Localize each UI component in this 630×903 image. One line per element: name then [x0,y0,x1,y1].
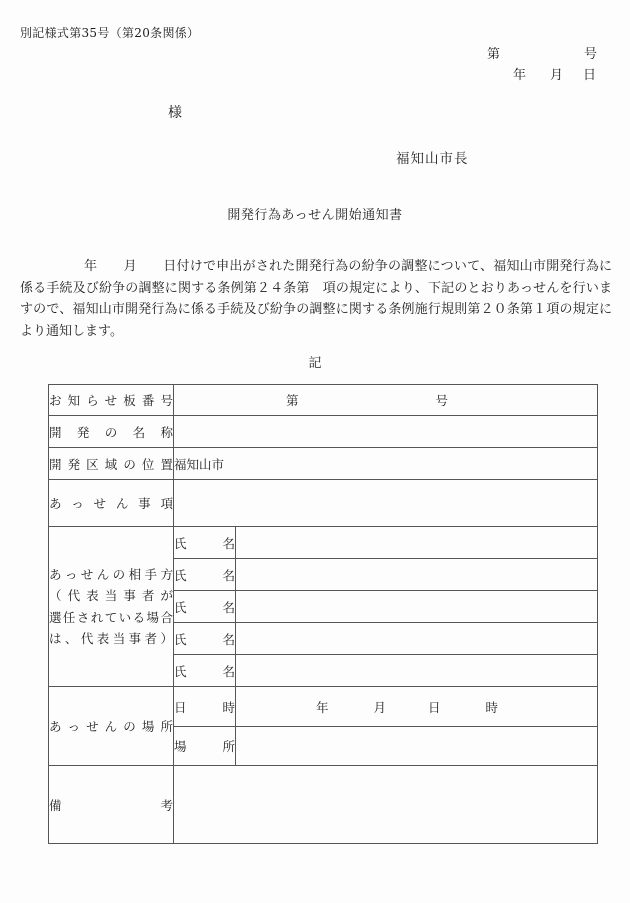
date-day-label: 日 [583,68,597,83]
partner-name-value-2 [236,559,598,591]
body-paragraph: 年 月 日付けで申出がされた開発行為の紛争の調整について、福知山市開発行為に係る手続及び紛争の調整に関する条例第２４条第 項の規定により、下記のとおりあっせんを行いますので、福知山市開発行為に係る手続及び紛争の調整に関する条例施行規則第２０条第１項の規定により通知します。 [20,259,612,339]
partner-name-value-3 [236,591,598,623]
date-year-label: 年 [513,68,527,83]
row-notice-board-no [49,385,598,416]
assen-partner-label-line4: は、代表当事者） [49,631,173,646]
assen-place-label: あっせんの場所 [49,687,174,766]
doc-no-prefix: 第 [487,47,501,62]
ki-mark: 記 [308,356,322,371]
datetime-hour-label: 時 [485,699,499,715]
row-place-datetime [49,687,598,727]
addressee-suffix: 様 [168,105,182,121]
partner-name-label-3: 氏名 [174,591,236,623]
form-number: 別記様式第35号（第20条関係） [20,26,200,40]
assen-partner-label [49,527,174,687]
date-month-label: 月 [550,68,564,83]
dev-location-value: 福知山市 [174,448,598,480]
notice-no-prefix: 第 [286,393,299,408]
sender-name: 福知山市長 [396,151,469,167]
dev-name-label: 開発の名称 [49,416,174,448]
notice-board-no-label: お知らせ板番号 [49,385,174,416]
partner-name-value-1 [236,527,598,559]
doc-no-suffix: 号 [584,47,598,62]
assen-items-value [174,480,598,527]
row-partner-1 [49,527,598,559]
remarks-label: 備考 [49,766,174,844]
notice-board-no-value [174,385,598,416]
place-value [236,727,598,766]
dev-name-value [174,416,598,448]
place-label: 場所 [174,727,236,766]
assen-partner-label-line1: あっせんの相手方 [49,566,173,582]
partner-name-label-5: 氏名 [174,655,236,687]
partner-name-label-2: 氏名 [174,559,236,591]
partner-name-value-4 [236,623,598,655]
dev-location-label: 開発区域の位置 [49,448,174,480]
row-assen-items [49,480,598,527]
document-number-line [487,43,597,62]
document-title: 開発行為あっせん開始通知書 [227,208,403,223]
assen-items-label: あっせん事項 [49,480,174,527]
assen-partner-label-line3: 選任されている場合 [49,609,173,625]
issue-date-line [513,64,596,83]
assen-partner-label-line2: （代表当事者が [49,588,173,603]
row-remarks [49,766,598,844]
notice-no-suffix: 号 [435,393,449,408]
form-table [48,384,598,844]
datetime-label: 日時 [174,687,236,727]
datetime-value [236,687,598,727]
datetime-day-label: 日 [428,699,441,715]
datetime-year-label: 年 [316,699,329,715]
row-dev-name [49,416,598,448]
row-dev-location [49,448,598,480]
datetime-month-label: 月 [373,699,387,715]
partner-name-value-5 [236,655,598,687]
partner-name-label-1: 氏名 [174,527,236,559]
partner-name-label-4: 氏名 [174,623,236,655]
remarks-value [174,766,598,844]
